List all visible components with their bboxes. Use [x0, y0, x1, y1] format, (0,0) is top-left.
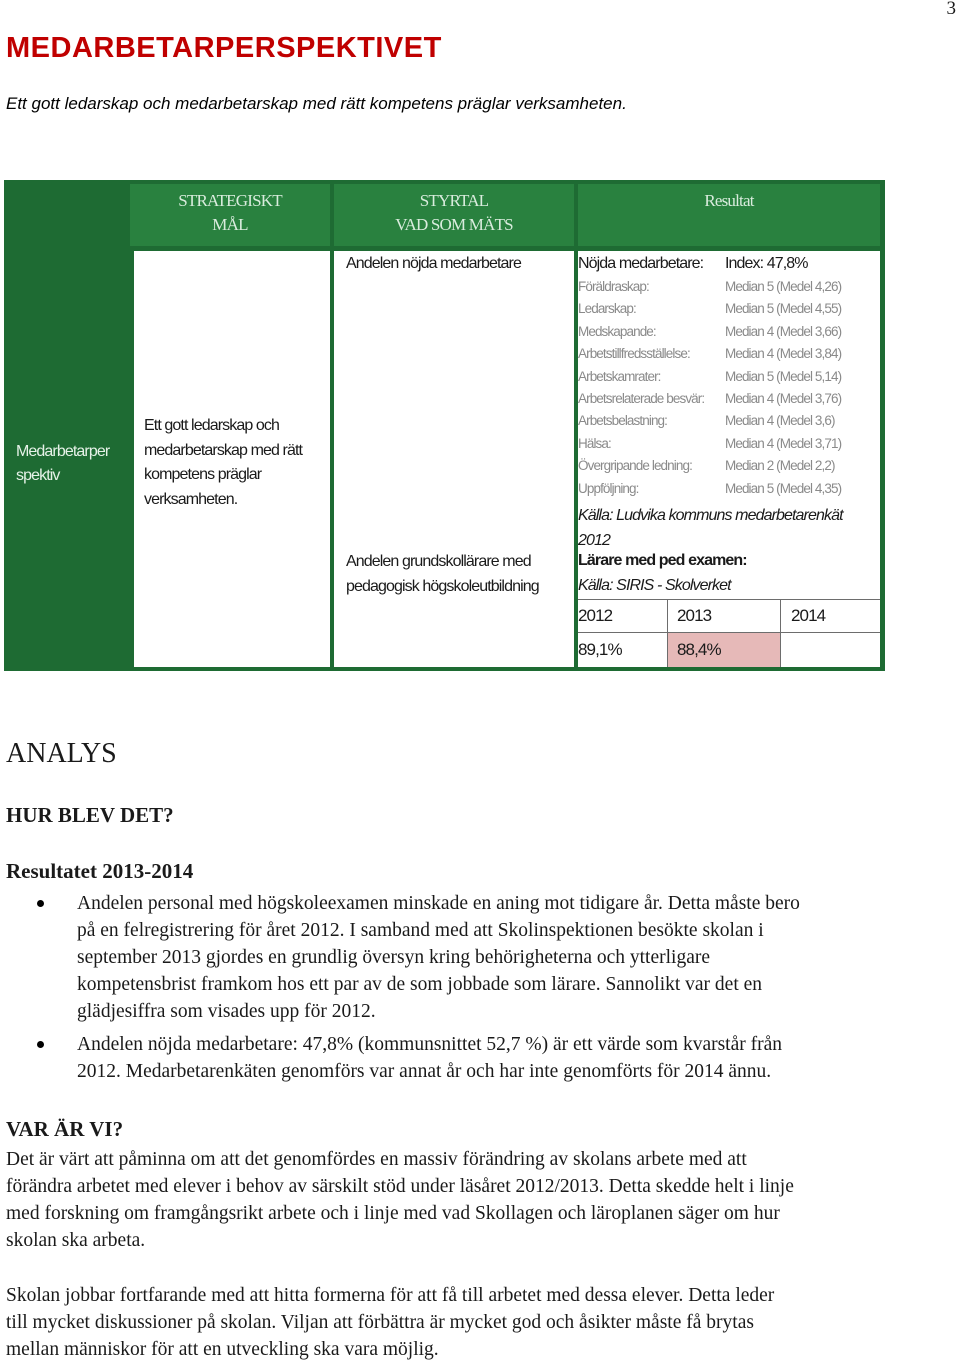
bullet-2: Andelen nöjda medarbetare: 47,8% (kommunsnittet 52,7 %) är ett värde som kvarstår från 2012. Medarbetarenkäten genomförs var annat år och har inte genomförts för 2014 ännu.	[77, 1034, 783, 1082]
survey-row-value: Median 4 (Medel 3,6)	[725, 413, 835, 429]
how-heading: HUR BLEV DET?	[6, 803, 174, 827]
satisfied-index: Index: 47,8%	[725, 255, 808, 272]
measures-cell	[334, 251, 574, 667]
goal-text: Ett gott ledarskap och medarbetarskap med rätt kompetens präglar verksamheten.	[144, 417, 303, 508]
paragraph-2: Skolan jobbar fortfarande med att hitta formerna för att få till arbetet med dessa elever. Detta leder till mycket diskussioner på skolan. Viljan att förbättra är mycket god och åsikter måste få brytas mellan människor för att en utveckling ska vara möjlig.	[6, 1285, 775, 1360]
value-2013: 88,4%	[677, 640, 721, 659]
year-table	[578, 599, 880, 667]
survey-row-value: Median 5 (Medel 4,26)	[725, 279, 842, 294]
survey-row-value: Median 4 (Medel 3,84)	[725, 346, 842, 362]
measure-satisfied-employees: Andelen nöjda medarbetare	[346, 255, 521, 272]
survey-row-value: Median 5 (Medel 4,35)	[725, 480, 842, 496]
year-2014: 2014	[791, 606, 826, 625]
goal-cell	[134, 251, 330, 667]
source-siris: Källa: SIRIS - Skolverket	[578, 577, 731, 594]
result-heading: Resultatet 2013-2014	[6, 859, 194, 883]
header-steering: STYRTAL VAD SOM MÄTS	[334, 184, 574, 246]
survey-row-label: Ledarskap:	[578, 301, 636, 317]
year-2012: 2012	[578, 606, 613, 625]
survey-row-label: Medskapande:	[578, 323, 656, 339]
survey-row-value: Median 4 (Medel 3,71)	[725, 435, 842, 451]
header-strategic-goal: STRATEGISKT MÅL	[130, 184, 330, 246]
paragraph-1: Det är värt att påminna om att det genomfördes en massiv förändring av skolans arbete med att förändra arbetet med elever i behov av särskilt stöd under läsåret 2012/2013. Detta skedde helt i linje med forskning om framgångsrikt arbete och i linje med vad Skollagen och läroplanen säger om hur skolan ska arbeta.	[6, 1149, 794, 1251]
teachers-label: Lärare med ped examen:	[578, 552, 747, 569]
where-heading: VAR ÄR VI?	[6, 1117, 124, 1141]
measure-teachers-education: Andelen grundskollärare med pedagogisk högskoleutbildning	[346, 553, 539, 595]
survey-row-value: Median 2 (Medel 2,2)	[725, 458, 835, 474]
survey-row-value: Median 4 (Medel 3,66)	[725, 323, 842, 339]
survey-row-label: Uppföljning:	[578, 480, 639, 496]
survey-row-label: Arbetskamrater:	[578, 368, 661, 384]
page-subtitle: Ett gott ledarskap och medarbetarskap med rätt kompetens präglar verksamheten.	[6, 94, 627, 113]
survey-row-label: Hälsa:	[578, 435, 611, 451]
survey-row-label: Arbetstillfredsställelse:	[578, 346, 690, 362]
survey-row-value: Median 5 (Medel 5,14)	[725, 368, 842, 384]
page-number: 3	[946, 0, 956, 19]
survey-row-label: Arbetsrelaterade besvär:	[578, 391, 705, 406]
value-2012: 89,1%	[578, 640, 622, 659]
survey-row-value: Median 4 (Medel 3,76)	[725, 391, 842, 406]
bullet-1: Andelen personal med högskoleexamen minskade en aning mot tidigare år. Detta måste bero på en felregistrering för året 2012. I samband med att Skolinspektionen besökte skolan i september 2013 gjordes en grundlig översyn kring behörigheterna och ytterligare kompetensbrist framkom hos ett par av de som jobbade som lärare. Sannolikt var det en glädjesiffra som visades upp för 2012.	[77, 893, 800, 1022]
satisfied-label: Nöjda medarbetare:	[578, 255, 704, 272]
bullet-icon	[37, 1041, 44, 1048]
source-survey: Källa: Ludvika kommuns medarbetarenkät 2012	[578, 507, 843, 549]
survey-row-label: Föräldraskap:	[578, 279, 649, 294]
survey-row-label: Arbetsbelastning:	[578, 413, 668, 429]
scorecard-table	[4, 180, 885, 671]
survey-row-value: Median 5 (Medel 4,55)	[725, 301, 842, 317]
perspective-label: Medarbetarper spektiv	[16, 443, 110, 484]
analysis-heading: ANALYS	[6, 738, 117, 769]
survey-row-label: Övergripande ledning:	[578, 458, 692, 474]
year-2013: 2013	[677, 606, 712, 625]
page-title: MEDARBETARPERSPEKTIVET	[6, 32, 442, 64]
header-result: Resultat	[578, 184, 880, 246]
bullet-icon	[37, 900, 44, 907]
